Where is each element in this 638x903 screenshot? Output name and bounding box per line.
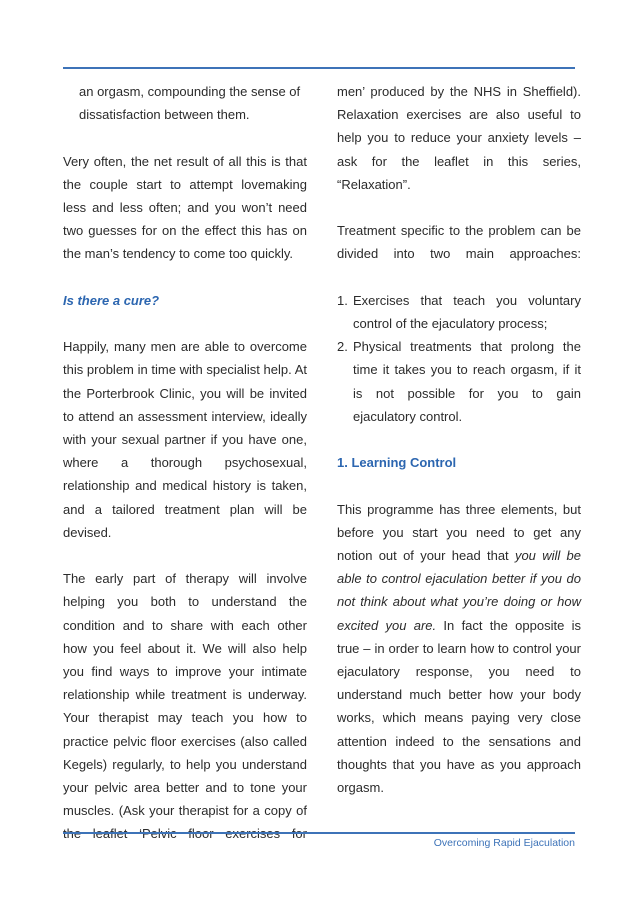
- programme-text-emphasis: you will be able to control ejaculation better if you do not think about what you’re doing or how excited you are.: [337, 548, 581, 633]
- list-item-number: 1.: [337, 292, 348, 308]
- footer-title: Overcoming Rapid Ejaculation: [433, 837, 575, 849]
- paragraph-treatment: Treatment specific to the problem can be divided into two main approaches:: [337, 223, 581, 262]
- top-rule: [63, 67, 575, 69]
- paragraph-continued: men’ produced by the NHS in Sheffield). Relaxation exercises are also useful to help you to reduce your anxiety levels – ask for the leaflet in this series, “Relaxation”.: [337, 84, 581, 192]
- heading-is-there-a-cure: Is there a cure?: [63, 292, 160, 308]
- list-item: [337, 289, 581, 335]
- list-item: [337, 335, 581, 428]
- paragraph-happily: Happily, many men are able to overcome this problem in time with specialist help. At the Porterbrook Clinic, you will be invited to attend an assessment interview, ideally with your sexual partner if you have one, where a thorough psychosexual, relationship and medical history is taken, and a tailored treatment plan will be devised.: [63, 339, 307, 540]
- programme-text-start: This programme has three elements, but before you start you need to get any notion out of your head that: [337, 501, 581, 563]
- heading-learning-control: 1. Learning Control: [337, 455, 457, 471]
- paragraph-net-result: Very often, the net result of all this is that the couple start to attempt lovemaking less and less often; and you won’t need two guesses for on the effect this has on the man’s tendency to come too quickly.: [63, 153, 307, 262]
- list-item-number: 2.: [337, 339, 348, 355]
- left-column: [63, 80, 307, 846]
- approaches-list: [337, 289, 581, 428]
- right-column: [337, 80, 581, 799]
- programme-text-end: In fact the opposite is true – in order to learn how to control your ejaculatory response, you need to understand much better how your body works, which means paying very close attention indeed to the sensations and thoughts that you have as you approach orgasm.: [337, 617, 581, 796]
- continuation-text: an orgasm, compounding the sense of dissatisfaction between them.: [79, 84, 301, 123]
- list-item-text: Exercises that teach you voluntary control of the ejaculatory process;: [353, 292, 581, 331]
- list-item-text: Physical treatments that prolong the time it takes you to reach orgasm, if it is not possible for you to gain ejaculatory control.: [353, 339, 581, 424]
- paragraph-early-therapy: The early part of therapy will involve helping you both to understand the condition and to share with each other how you feel about it. We will also help you find ways to improve your intimate relationship while treatment is underway. Your therapist may teach you how to practice pelvic floor exercises (also called Kegels) regularly, to help you understand your pelvic area better and to tone your muscles. (Ask your therapist for a copy of: [63, 571, 307, 819]
- bottom-rule: [63, 832, 575, 834]
- paragraph-programme: [337, 498, 581, 800]
